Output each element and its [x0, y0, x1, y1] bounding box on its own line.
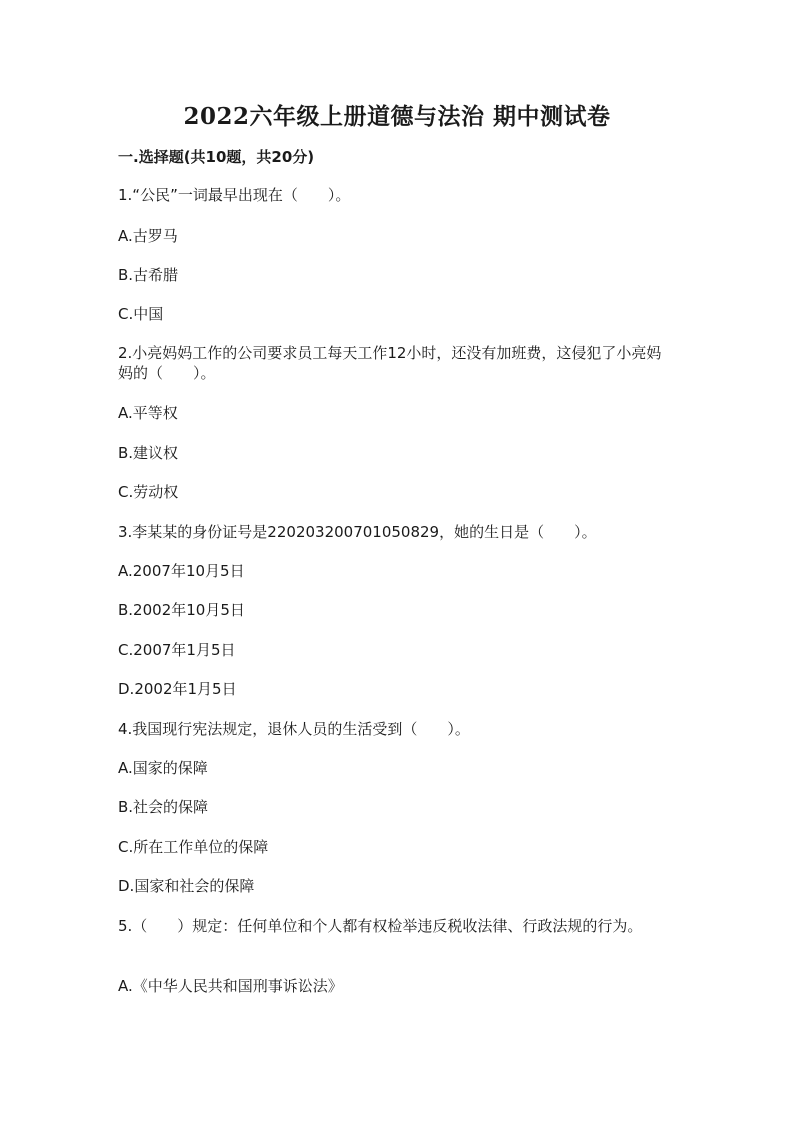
question-stem: 2.小亮妈妈工作的公司要求员工每天工作12小时，还没有加班费，这侵犯了小亮妈妈的（ ）。: [118, 344, 662, 382]
question-stem: 5.（ ）规定：任何单位和个人都有权检举违反税收法律、行政法规的行为。: [118, 917, 643, 935]
option-item: A.2007年10月5日: [118, 562, 245, 580]
option-item: D.2002年1月5日: [118, 680, 237, 698]
option-item: D.国家和社会的保障: [118, 877, 255, 895]
option-item: C.中国: [118, 305, 164, 323]
option-item: C.劳动权: [118, 483, 179, 501]
option-item: C.所在工作单位的保障: [118, 838, 269, 856]
option-item: A.平等权: [118, 404, 178, 422]
option-item: C.2007年1月5日: [118, 641, 236, 659]
option-item: A.古罗马: [118, 227, 178, 245]
option-item: B.社会的保障: [118, 798, 209, 816]
page-title: 2022六年级上册道德与法治 期中测试卷: [183, 103, 611, 130]
question-stem: 1.“公民”一词最早出现在（ ）。: [118, 186, 351, 204]
question-stem: 3.李某某的身份证号是220203200701050829，她的生日是（ ）。: [118, 523, 597, 541]
option-item: B.建议权: [118, 444, 179, 462]
option-item: B.古希腊: [118, 266, 179, 284]
option-item: A.国家的保障: [118, 759, 208, 777]
section-heading: 一.选择题(共10题，共20分): [118, 148, 315, 166]
question-stem: 4.我国现行宪法规定，退休人员的生活受到（ ）。: [118, 720, 470, 738]
option-item: B.2002年10月5日: [118, 601, 245, 619]
option-item: A.《中华人民共和国刑事诉讼法》: [118, 977, 343, 995]
